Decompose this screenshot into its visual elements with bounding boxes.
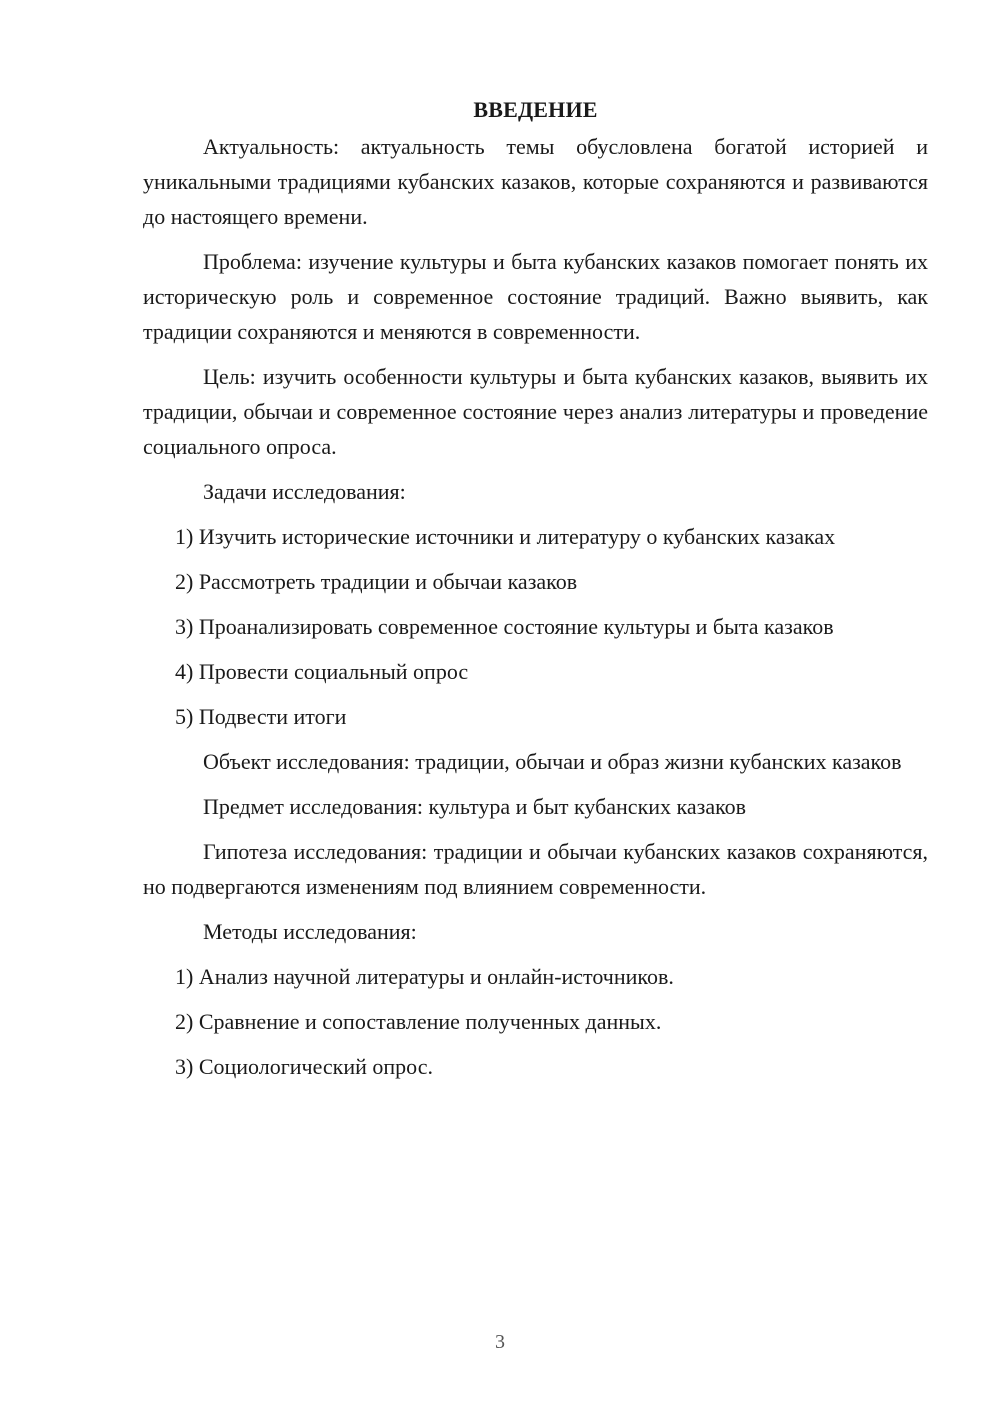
method-item: 1) Анализ научной литературы и онлайн-источников.: [175, 964, 674, 989]
task-item: 4) Провести социальный опрос: [175, 659, 469, 684]
task-item: 3) Проанализировать современное состояние культуры и быта казаков: [175, 614, 834, 639]
task-item: 5) Подвести итоги: [175, 704, 347, 729]
goal-paragraph: Цель: изучить особенности культуры и быта кубанских казаков, выявить их традиции, обычаи и современное состояние через анализ литературы и проведение социального опроса.: [143, 364, 928, 459]
method-item: 2) Сравнение и сопоставление полученных данных.: [175, 1009, 662, 1034]
task-item: 1) Изучить исторические источники и литературу о кубанских казаках: [175, 524, 836, 549]
methods-heading: Методы исследования:: [203, 919, 417, 944]
method-item: 3) Социологический опрос.: [175, 1054, 433, 1079]
problem-paragraph: Проблема: изучение культуры и быта кубанских казаков помогает понять их историческую роль и современное состояние традиций. Важно выявить, как традиции сохраняются и меняются в современности.: [143, 249, 928, 344]
hypothesis-paragraph: Гипотеза исследования: традиции и обычаи кубанских казаков сохраняются, но подвергаются изменениям под влиянием современности.: [143, 839, 928, 899]
document-page: [143, 92, 928, 1094]
tasks-heading: Задачи исследования:: [203, 479, 406, 504]
section-title: ВВЕДЕНИЕ: [473, 97, 598, 122]
subject-paragraph: Предмет исследования: культура и быт кубанских казаков: [203, 794, 747, 819]
relevance-paragraph: Актуальность: актуальность темы обусловлена богатой историей и уникальными традициями кубанских казаков, которые сохраняются и развиваются до настоящего времени.: [143, 134, 928, 229]
task-item: 2) Рассмотреть традиции и обычаи казаков: [175, 569, 578, 594]
page-number: 3: [495, 1331, 505, 1353]
object-paragraph: Объект исследования: традиции, обычаи и образ жизни кубанских казаков: [203, 749, 902, 774]
